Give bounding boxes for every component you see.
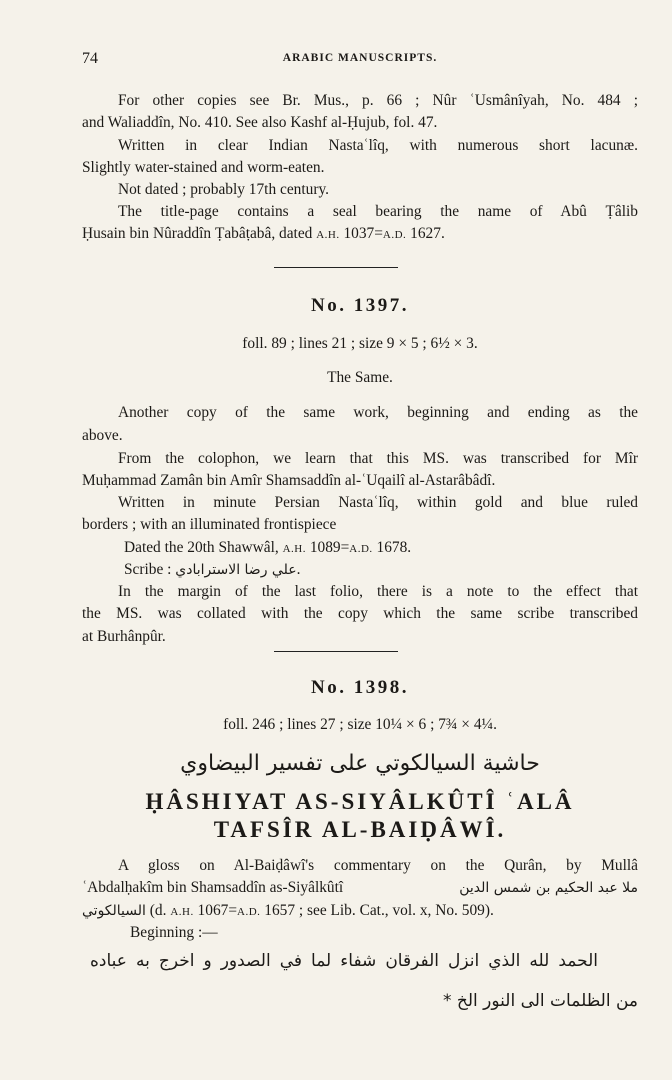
scribe-line [124, 559, 638, 581]
era-ah: A.H. [316, 229, 340, 241]
text-span: 1089= [305, 539, 350, 556]
p2-line-1: From the colophon, we learn that this MS. was transcribed for Mîr [118, 450, 638, 467]
p4-line-1: In the margin of the last folio, there is a note to the effect that [118, 583, 638, 600]
p2-line-2: Muḥammad Zamân bin Amîr Shamsaddîn al-ʿUqailî al-Astarâbâdî. [82, 472, 496, 489]
intro-line-4: Slightly water-stained and worm-eaten. [82, 159, 325, 176]
author-arabic-end: السيالكوتي [82, 903, 146, 919]
intro-line-2: and Waliaddîn, No. 410. See also Kashf al-Ḥujub, fol. 47. [82, 114, 438, 131]
title-line-2: TAFSÎR AL-BAIḌÂWÎ. [213, 817, 507, 842]
era-ah: A.H. [170, 906, 194, 918]
gloss-line-1: A gloss on Al-Baiḍâwî's commentary on the Qurân, by Mullâ [118, 857, 638, 874]
intro-line-3: Written in clear Indian Nastaʿlîq, with numerous short lacunæ. [118, 137, 638, 154]
beginning-label: Beginning :— [130, 924, 218, 941]
text-span: Ḥusain bin Nûraddîn Ṭabâṭabâ, dated [82, 225, 317, 242]
intro-line-1: For other copies see Br. Mus., p. 66 ; Nûr ʿUsmânîyah, No. 484 ; [118, 92, 638, 109]
scribe-label: Scribe : [124, 561, 176, 578]
text-span: (d. [145, 902, 171, 919]
intro-line-6: The title-page contains a seal bearing the name of Abû Ṭâlib [118, 203, 638, 220]
gloss-line-3 [82, 900, 638, 923]
section-divider [274, 651, 398, 652]
text-span: Dated the 20th Shawwâl, [124, 539, 283, 556]
scribe-arabic: علي رضا الاسترابادي [175, 562, 297, 578]
page-number: 74 [82, 50, 98, 67]
era-ad: A.D. [382, 229, 407, 241]
beginning-arabic-line-2: من الظلمات الى النور الخ * [442, 991, 638, 1011]
entry-number-1398: No. 1398. [311, 677, 409, 698]
era-ah: A.H. [282, 543, 306, 555]
page-header [82, 50, 638, 72]
title-1397: The Same. [327, 369, 393, 386]
author-arabic: ملا عبد الحكيم بن شمس الدين [459, 880, 638, 896]
section-divider [274, 267, 398, 268]
date-line [124, 537, 638, 560]
collation-1397: foll. 89 ; lines 21 ; size 9 × 5 ; 6½ × 3. [242, 335, 478, 352]
gloss-line-2 [82, 877, 638, 899]
arabic-title: حاشية السيالكوتي على تفسير البيضاوي [180, 751, 540, 776]
p4-line-3: at Burhânpûr. [82, 628, 166, 645]
p1-line-1: Another copy of the same work, beginning and ending as the [118, 404, 638, 421]
p3-line-2: borders ; with an illuminated frontispiece [82, 516, 337, 533]
entry-number-1397: No. 1397. [311, 295, 409, 316]
p1-line-2: above. [82, 427, 123, 444]
text-span: . [296, 561, 301, 578]
intro-line-5: Not dated ; probably 17th century. [118, 181, 329, 198]
p3-line-1: Written in minute Persian Nastaʿlîq, within gold and blue ruled [118, 494, 638, 511]
collation-1398: foll. 246 ; lines 27 ; size 10¼ × 6 ; 7¾ × 4¼. [223, 716, 497, 733]
beginning-arabic-line-1: الحمد لله الذي انزل الفرقان شفاء لما في الصدور و اخرج به عباده [90, 951, 598, 971]
era-ad: A.D. [237, 906, 261, 918]
era-ad: A.D. [349, 543, 373, 555]
p4-line-2: the MS. was collated with the copy which the same scribe transcribed [82, 605, 638, 622]
intro-line-7 [82, 223, 638, 246]
text-span: 1657 ; see Lib. Cat., vol. x, No. 509). [260, 902, 494, 919]
text-span: 1067= [193, 902, 238, 919]
author-latin: ʿAbdalḥakîm bin Shamsaddîn as-Siyâlkûtî [82, 879, 344, 896]
title-line-1: ḤÂSHIYAT AS-SIYÂLKÛTÎ ʿALÂ [145, 789, 575, 814]
running-title: ARABIC MANUSCRIPTS. [282, 52, 438, 64]
text-span: 1678. [372, 539, 412, 556]
text-span: 1037= [339, 225, 383, 242]
text-span: 1627. [406, 225, 445, 242]
